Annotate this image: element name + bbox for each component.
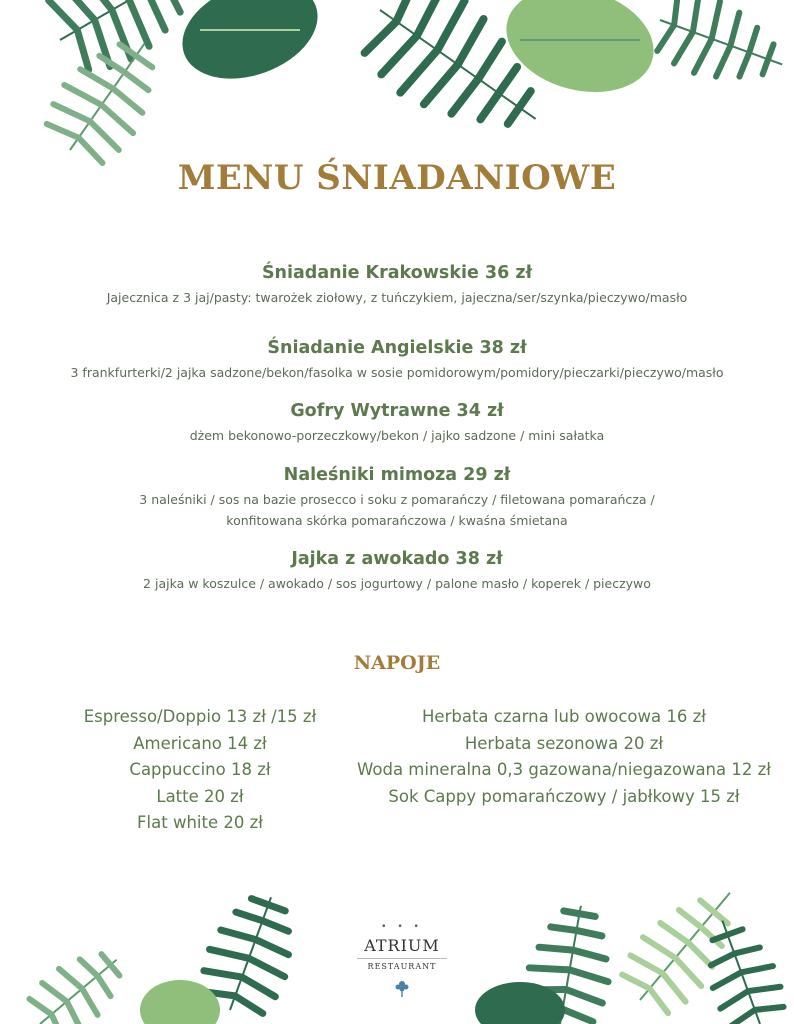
item-name: Naleśniki mimoza 29 zł	[283, 465, 511, 485]
leaf-bottom-right	[475, 868, 790, 1024]
item-name: Śniadanie Krakowskie 36 zł	[261, 263, 533, 283]
drinks-left-column	[40, 704, 360, 837]
menu-title: MENU ŚNIADANIOWE	[177, 158, 617, 198]
leaf-bottom-left	[21, 884, 309, 1024]
item-name: Gofry Wytrawne 34 zł	[290, 401, 504, 421]
menu-item	[0, 337, 794, 383]
menu-item	[0, 548, 794, 594]
item-description: 3 frankfurterki/2 jajka sadzone/bekon/fasolka w sosie pomidorowym/pomidory/pieczarki/pieczywo/masło	[70, 365, 724, 380]
drink-item: Cappuccino 18 zł	[129, 760, 271, 779]
leaf-top-left	[34, 0, 331, 174]
drinks-right-column	[334, 704, 794, 810]
menu-item	[0, 262, 794, 308]
item-name: Jajka z awokado 38 zł	[291, 549, 503, 569]
leaf-top-right	[348, 0, 794, 165]
item-description: 2 jajka w koszulce / awokado / sos jogurtowy / palone masło / koperek / pieczywo	[143, 576, 651, 591]
drink-item: Herbata czarna lub owocowa 16 zł	[422, 707, 706, 726]
menu-item	[0, 400, 794, 446]
menu-item	[0, 464, 794, 531]
drinks-title: NAPOJE	[353, 652, 441, 674]
item-description: dżem bekonowo-porzeczkowy/bekon / jajko sadzone / mini sałatka	[189, 428, 605, 443]
item-description: konfitowana skórka pomarańczowa / kwaśna śmietana	[226, 513, 568, 528]
restaurant-logo	[352, 922, 452, 1003]
drink-item: Sok Cappy pomarańczowy / jabłkowy 15 zł	[388, 786, 740, 806]
drink-item: Flat white 20 zł	[137, 813, 263, 832]
drink-item: Latte 20 zł	[156, 786, 244, 806]
logo-divider	[357, 958, 447, 959]
drink-item: Woda mineralna 0,3 gazowana/niegazowana 12 zł	[357, 760, 771, 779]
item-name: Śniadanie Angielskie 38 zł	[267, 338, 527, 358]
drink-item: Espresso/Doppio 13 zł /15 zł	[83, 707, 317, 726]
item-description: Jajecznica z 3 jaj/pasty: twarożek ziołowy, z tuńczykiem, jajeczna/ser/szynka/pieczywo/masło	[106, 290, 688, 305]
logo-dots: • • •	[381, 922, 423, 932]
item-description: 3 naleśniki / sos na bazie prosecco i soku z pomarańczy / filetowana pomarańcza /	[139, 492, 655, 507]
drink-item: Americano 14 zł	[133, 733, 267, 753]
drink-item: Herbata sezonowa 20 zł	[464, 733, 664, 753]
logo-subtitle: RESTAURANT	[367, 962, 437, 971]
logo-name: ATRIUM	[364, 936, 440, 955]
tree-icon	[391, 977, 413, 999]
